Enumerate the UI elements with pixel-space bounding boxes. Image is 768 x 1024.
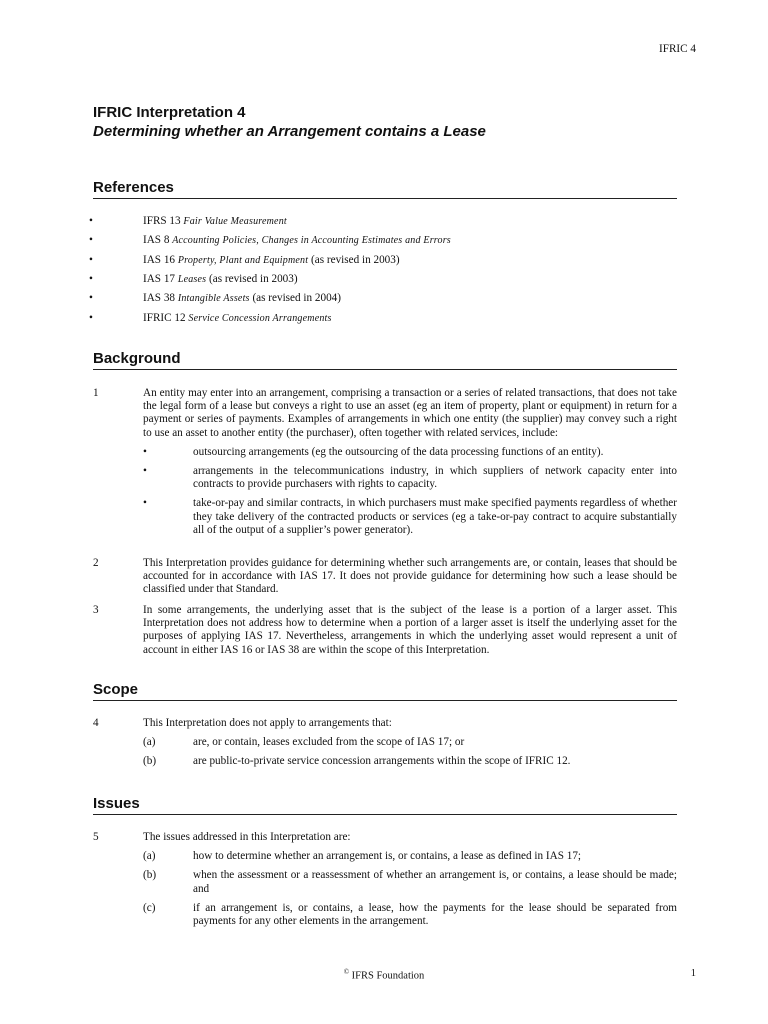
section-heading-references: References (93, 179, 677, 199)
reference-code: IAS 16 (143, 254, 176, 266)
list-item-text: take-or-pay and similar contracts, in which purchasers must make specified payments regardless of whether they take delivery of the contracted products or services (eg a take-or-pay contract to acquire substantially all of the output of a supplier’s power generator). (193, 497, 677, 536)
document-title: IFRIC Interpretation 4 (93, 104, 246, 121)
bullet: • (143, 497, 147, 510)
paragraph-4 (93, 717, 677, 769)
list-item (143, 850, 677, 863)
list-item-text: if an arrangement is, or contains, a lease, how the payments for the lease should be separated from payments for any other elements in the arrangement. (193, 901, 677, 928)
list-item-text: are public-to-private service concession arrangements within the scope of IFRIC 12. (193, 755, 571, 768)
page-number: 1 (690, 968, 696, 979)
reference-title: Accounting Policies, Changes in Accounting Estimates and Errors (172, 235, 451, 246)
paragraph-1 (93, 387, 677, 537)
reference-code: IAS 38 (143, 292, 176, 304)
bullet: • (143, 445, 147, 458)
paragraph-number: 2 (93, 557, 99, 569)
paragraph-3 (93, 604, 677, 657)
reference-item (89, 215, 689, 231)
reference-code: IFRIC 12 (143, 312, 186, 324)
bullet: • (89, 312, 93, 324)
reference-title: Fair Value Measurement (183, 216, 287, 227)
list-item (143, 869, 677, 895)
list-marker: (b) (143, 755, 157, 768)
list-item-text: how to determine whether an arrangement is, or contains, a lease as defined in IAS 17; (193, 850, 582, 863)
running-header: IFRIC 4 (659, 43, 696, 55)
reference-title: Service Concession Arrangements (188, 313, 332, 324)
list-item (143, 446, 677, 459)
reference-item (89, 234, 689, 250)
bullet: • (89, 273, 93, 285)
bullet: • (89, 292, 93, 304)
paragraph-2 (93, 557, 677, 597)
reference-item (89, 273, 689, 289)
list-item-text: are, or contain, leases excluded from the scope of IAS 17; or (193, 736, 465, 749)
paragraph-number: 1 (93, 387, 99, 399)
bullet: • (89, 215, 93, 227)
list-item (143, 755, 677, 768)
reference-item (89, 312, 689, 328)
section-heading-background: Background (93, 350, 677, 370)
footer-copyright (0, 968, 768, 982)
reference-note: (as revised in 2003) (311, 254, 400, 266)
section-heading-issues: Issues (93, 795, 677, 815)
reference-title: Leases (177, 274, 207, 285)
paragraph-text: This Interpretation provides guidance for determining whether such arrangements are, or contain, leases that should be accounted for in accordance with IAS 17. It does not provide guidance for determining how such a lease should be classified under that Standard. (143, 557, 677, 596)
list-item (143, 465, 677, 491)
paragraph-text: In some arrangements, the underlying asset that is the subject of the lease is a portion of a larger asset. This Interpretation does not address how to determine when a portion of a larger asset is itself the underlying asset for the purposes of applying IAS 17. Nevertheless, arrangements in which the underlying asset would represent a unit of account in either IAS 16 or IAS 38 are within the scope of this Interpretation. (143, 604, 677, 656)
bullet: • (89, 234, 93, 246)
reference-title: Intangible Assets (177, 293, 250, 304)
list-marker: (c) (143, 901, 156, 914)
paragraph-number: 3 (93, 604, 99, 616)
list-marker: (a) (143, 850, 156, 863)
list-marker: (a) (143, 736, 156, 749)
footer-org: IFRS Foundation (351, 970, 425, 982)
reference-code: IAS 8 (143, 234, 170, 246)
list-item (143, 736, 677, 749)
copyright-symbol: © (343, 968, 350, 976)
reference-title: Property, Plant and Equipment (177, 255, 309, 266)
list-item (143, 497, 677, 537)
list-item-text: outsourcing arrangements (eg the outsourcing of the data processing functions of an entity). (193, 445, 604, 458)
reference-note: (as revised in 2004) (252, 292, 341, 304)
list-item-text: when the assessment or a reassessment of whether an arrangement is, or contains, a lease should be made; and (193, 869, 677, 895)
reference-code: IAS 17 (143, 273, 176, 285)
reference-code: IFRS 13 (143, 215, 181, 227)
paragraph-text: This Interpretation does not apply to arrangements that: (143, 717, 392, 729)
paragraph-text: An entity may enter into an arrangement, comprising a transaction or a series of related transactions, that does not take the legal form of a lease but conveys a right to use an asset (eg an item of property, plant or equipment) in return for a payment or series of payments. Examples of arrangements in which one entity (the supplier) may convey such a right to use an asset to another entity (the purchaser), often together with related services, include: (143, 387, 677, 439)
paragraph-number: 4 (93, 717, 99, 729)
paragraph-number: 5 (93, 831, 99, 843)
list-item-text: arrangements in the telecommunications industry, in which suppliers of network capacity enter into contracts to provide purchasers with rights to capacity. (193, 465, 677, 491)
paragraph-text: The issues addressed in this Interpretation are: (143, 831, 351, 843)
reference-item (89, 254, 689, 270)
section-heading-scope: Scope (93, 681, 677, 701)
document-subtitle: Determining whether an Arrangement contains a Lease (93, 123, 486, 140)
paragraph-5 (93, 831, 677, 928)
list-marker: (b) (143, 869, 157, 882)
bullet: • (89, 254, 93, 266)
bullet: • (143, 465, 147, 478)
reference-note: (as revised in 2003) (209, 273, 298, 285)
reference-item (89, 292, 689, 308)
list-item (143, 902, 677, 928)
